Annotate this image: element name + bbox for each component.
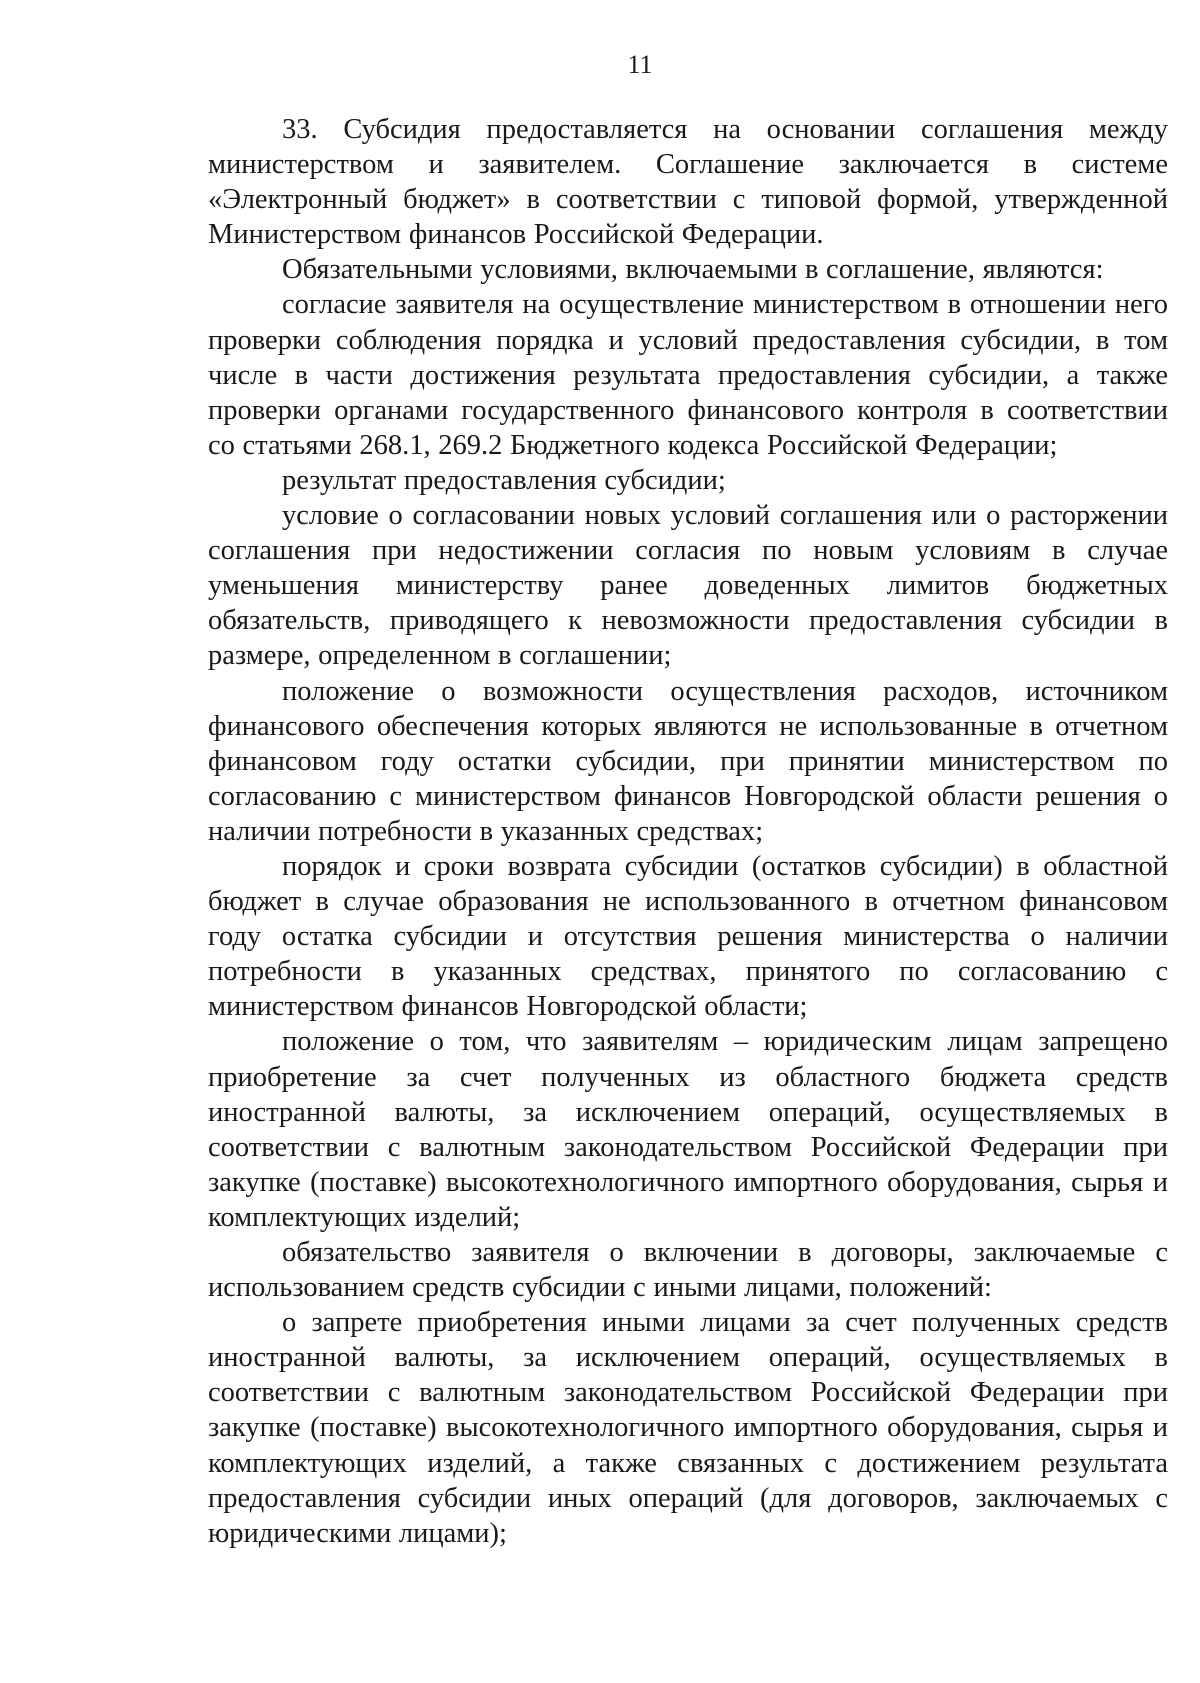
paragraph-contract-obligation: обязательство заявителя о включении в договоры, заключаемые с использованием средств субсидии с иными лицами, положений:	[208, 1237, 1168, 1304]
document-body	[208, 112, 1168, 1551]
paragraph-return-procedure: порядок и сроки возврата субсидии (остатков субсидии) в областной бюджет в случае образования не использованного в отчетном финансовом году остатка субсидии и отсутствия решения министерства о наличии потребности в указанных средствах, принятого по согласованию с министерством финансов Новгородской области;	[208, 850, 1168, 1023]
paragraph-new-conditions-agreement: условие о согласовании новых условий соглашения или о расторжении соглашения при недостижении согласия по новым условиям в случае уменьшения министерству ранее доведенных лимитов бюджетных обязательств, приводящего к невозможности предоставления субсидии в размере, определенном в соглашении;	[208, 500, 1168, 672]
paragraph-foreign-currency-ban: положение о том, что заявителям – юридическим лицам запрещено приобретение за счет полученных из областного бюджета средств иностранной валюты, за исключением операций, осуществляемых в соответствии с валютным законодательством Российской Федерации при закупке (поставке) высокотехнологичного импортного оборудования, сырья и комплектующих изделий;	[208, 1026, 1168, 1233]
paragraph-mandatory-conditions-intro: Обязательными условиями, включаемыми в соглашение, являются:	[282, 254, 1104, 286]
page-number: 11	[627, 50, 653, 79]
paragraph-third-party-currency-ban: о запрете приобретения иными лицами за счет полученных средств иностранной валюты, за исключением операций, осуществляемых в соответствии с валютным законодательством Российской Федерации при закупке (поставке) высокотехнологичного импортного оборудования, сырья и комплектующих изделий, а также связанных с достижением результата предоставления субсидии иных операций (для договоров, заключаемых с юридическими лицами);	[208, 1307, 1168, 1549]
paragraph-subsidy-result: результат предоставления субсидии;	[282, 464, 726, 496]
paragraph-unused-balance-expenses: положение о возможности осуществления расходов, источником финансового обеспечения которых являются не использованные в отчетном финансовом году остатки субсидии, при принятии министерством по согласованию с министерством финансов Новгородской области решения о наличии потребности в указанных средствах;	[208, 675, 1168, 847]
paragraph-consent-to-inspection: согласие заявителя на осуществление министерством в отношении него проверки соблюдения порядка и условий предоставления субсидии, в том числе в части достижения результата предоставления субсидии, а также проверки органами государственного финансового контроля в соответствии со статьями 268.1, 269.2 Бюджетного кодекса Российской Федерации;	[208, 289, 1168, 461]
paragraph-clause-33: 33. Субсидия предоставляется на основании соглашения между министерством и заявителем. Соглашение заключается в системе «Электронный бюджет» в соответствии с типовой формой, утвержденной Министерством финансов Российской Федерации.	[208, 114, 1168, 251]
